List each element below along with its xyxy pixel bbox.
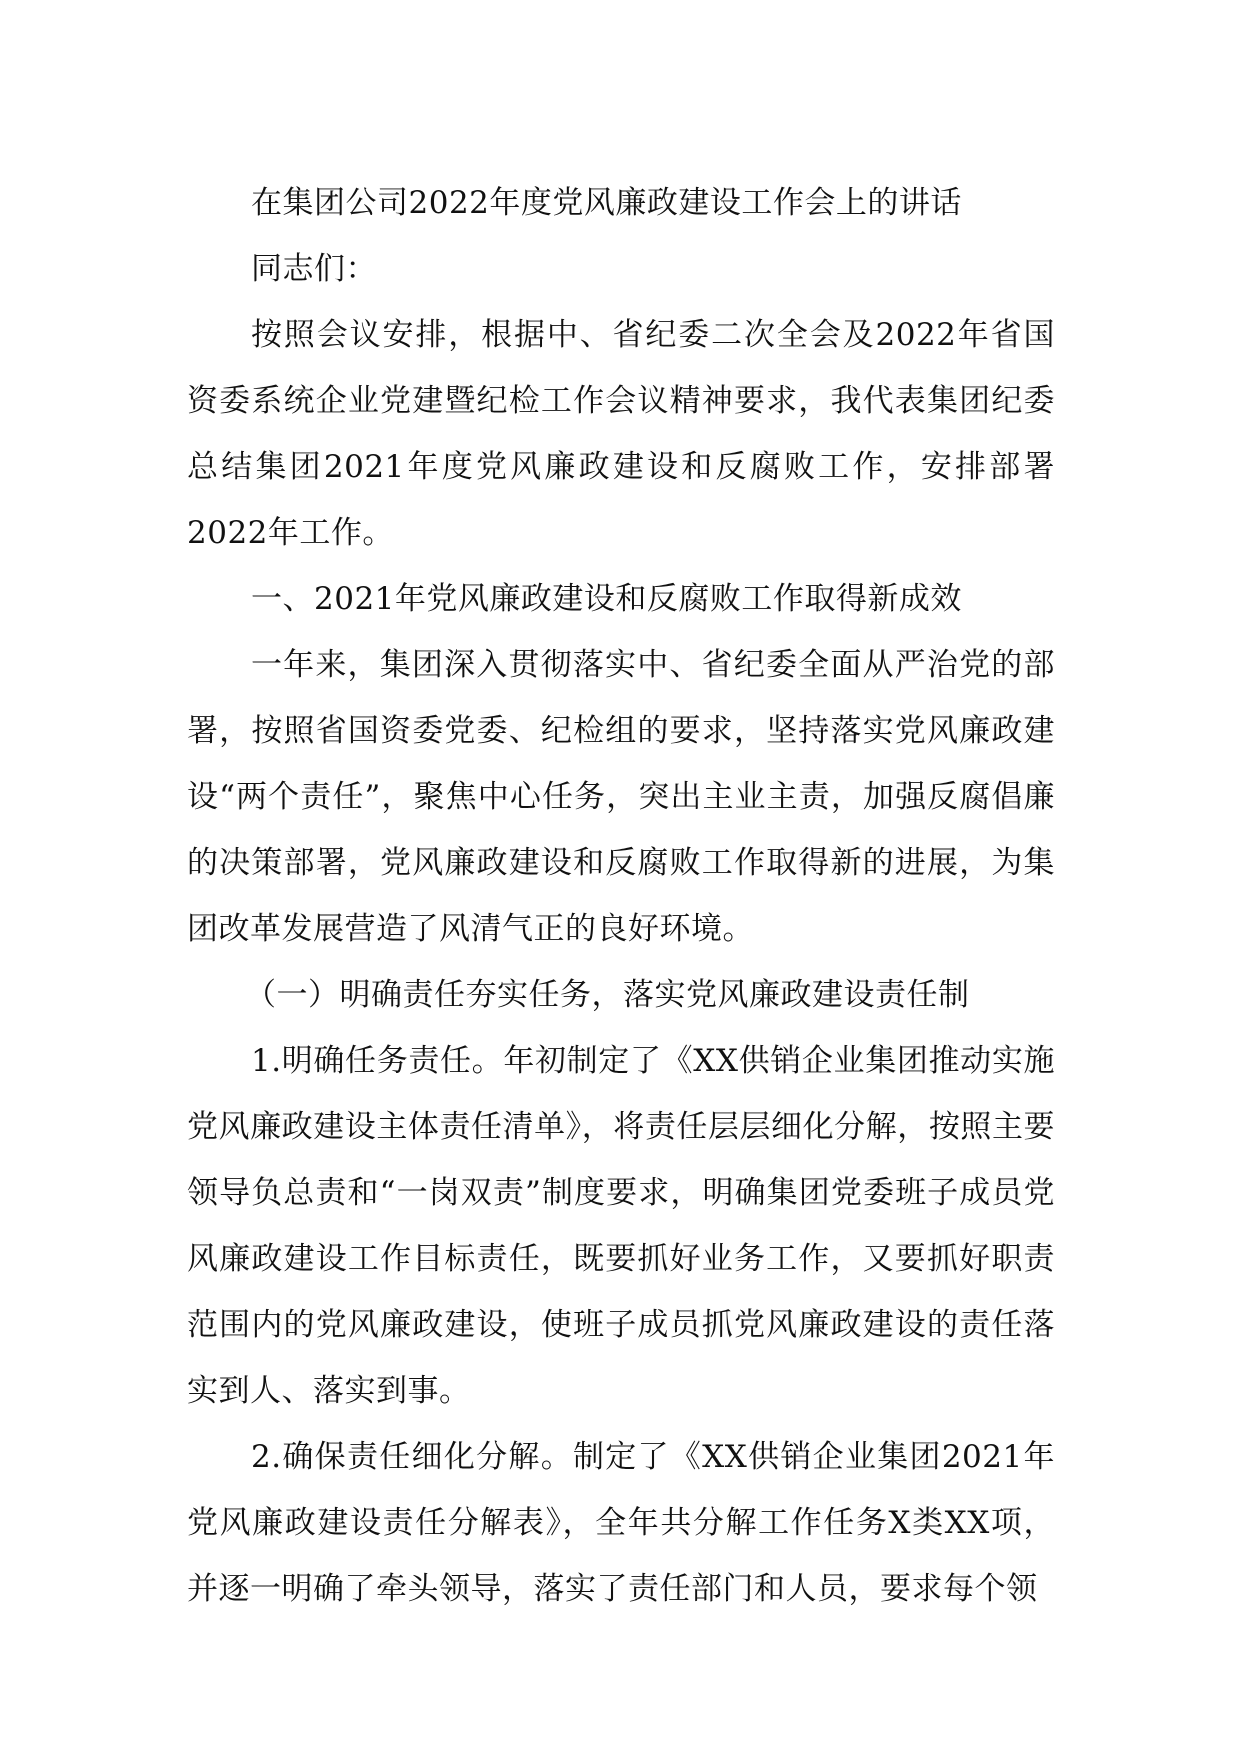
intro-paragraph: 按照会议安排，根据中、省纪委二次全会及2022年省国资委系统企业党建暨纪检工作会议精神要求，我代表集团纪委总结集团2021年度党风廉政建设和反腐败工作，安排部署2022年工作。: [187, 317, 1055, 551]
salutation: 同志们：: [251, 251, 377, 287]
section-1-paragraph: 一年来，集团深入贯彻落实中、省纪委全面从严治党的部署，按照省国资委党委、纪检组的要求，坚持落实党风廉政建设“两个责任”，聚焦中心任务，突出主业主责，加强反腐倡廉的决策部署，党风廉政建设和反腐败工作取得新的进展，为集团改革发展营造了风清气正的良好环境。: [187, 647, 1055, 947]
subsection-heading-1: （一）明确责任夯实任务，落实党风廉政建设责任制: [245, 977, 970, 1013]
item-2-paragraph: 2.确保责任细化分解。制定了《XX供销企业集团2021年党风廉政建设责任分解表》，全年共分解工作任务X类XX项，并逐一明确了牵头领导，落实了责任部门和人员，要求每个领: [187, 1439, 1055, 1607]
document-title: 在集团公司2022年度党风廉政建设工作会上的讲话: [251, 185, 962, 221]
section-heading-1: 一、2021年党风廉政建设和反腐败工作取得新成效: [251, 581, 962, 617]
item-1-paragraph: 1.明确任务责任。年初制定了《XX供销企业集团推动实施党风廉政建设主体责任清单》，将责任层层细化分解，按照主要领导负总责和“一岗双责”制度要求，明确集团党委班子成员党风廉政建设工作目标责任，既要抓好业务工作，又要抓好职责范围内的党风廉政建设，使班子成员抓党风廉政建设的责任落实到人、落实到事。: [187, 1043, 1055, 1409]
document-body: [187, 170, 1055, 1622]
